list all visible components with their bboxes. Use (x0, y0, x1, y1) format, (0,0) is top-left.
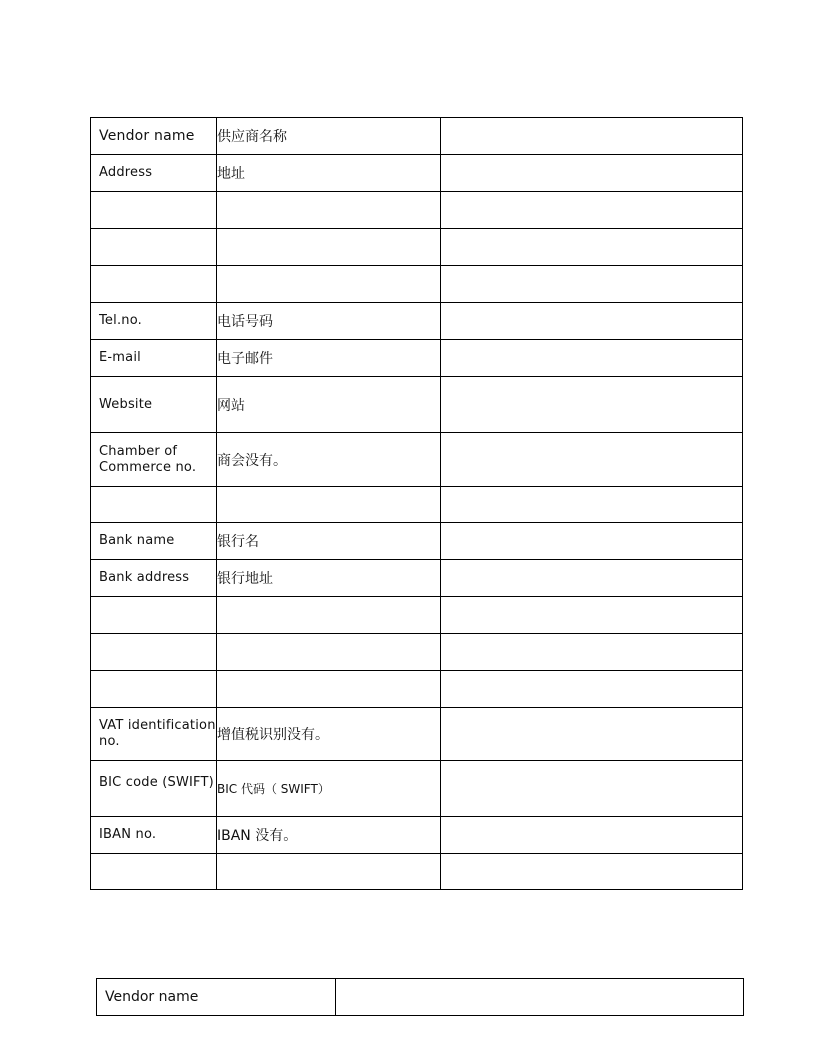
vat-identification-label-zh: 增值税识别没有。 (217, 708, 441, 761)
bank-address-label: Bank address (91, 560, 217, 597)
blank-label-zh (217, 597, 441, 634)
blank-label-zh (217, 671, 441, 708)
blank-label-zh (217, 229, 441, 266)
blank-field[interactable] (441, 487, 743, 523)
address-line-2-field[interactable] (441, 192, 743, 229)
email-label: E-mail (91, 340, 217, 377)
bic-code-field[interactable] (441, 761, 743, 817)
blank-label-zh (217, 634, 441, 671)
bank-name-label: Bank name (91, 523, 217, 560)
address-label: Address (91, 155, 217, 192)
vat-identification-label: VAT identification no. (91, 708, 217, 761)
table-row (91, 377, 743, 433)
table-row (91, 229, 743, 266)
table-row (91, 634, 743, 671)
chamber-of-commerce-label: Chamber of Commerce no. (91, 433, 217, 487)
blank-label (91, 634, 217, 671)
blank-label (91, 229, 217, 266)
blank-field[interactable] (441, 854, 743, 890)
footer-vendor-name-field[interactable] (336, 979, 744, 1016)
iban-label-zh: IBAN 没有。 (217, 817, 441, 854)
bank-address-line-3-field[interactable] (441, 634, 743, 671)
table-row (91, 433, 743, 487)
bank-name-field[interactable] (441, 523, 743, 560)
bank-name-label-zh: 银行名 (217, 523, 441, 560)
table-row (91, 671, 743, 708)
table-row (91, 597, 743, 634)
bank-address-label-zh: 银行地址 (217, 560, 441, 597)
blank-label-zh (217, 487, 441, 523)
table-row (91, 761, 743, 817)
website-field[interactable] (441, 377, 743, 433)
table-row (91, 708, 743, 761)
blank-label-zh (217, 854, 441, 890)
chamber-of-commerce-field[interactable] (441, 433, 743, 487)
table-row (91, 118, 743, 155)
table-row (91, 817, 743, 854)
blank-label (91, 671, 217, 708)
table-row (91, 487, 743, 523)
blank-label-zh (217, 192, 441, 229)
footer-vendor-name-label: Vendor name (97, 979, 336, 1016)
blank-label (91, 597, 217, 634)
footer-vendor-table (96, 978, 744, 1016)
bank-address-field[interactable] (441, 560, 743, 597)
website-label: Website (91, 377, 217, 433)
bic-code-label-zh: BIC 代码（ SWIFT） (217, 761, 441, 817)
blank-label (91, 487, 217, 523)
vendor-name-label: Vendor name (91, 118, 217, 155)
vendor-form-table (90, 117, 743, 890)
email-label-zh: 电子邮件 (217, 340, 441, 377)
vendor-name-label-zh: 供应商名称 (217, 118, 441, 155)
table-row (91, 340, 743, 377)
vat-identification-field[interactable] (441, 708, 743, 761)
table-row (91, 560, 743, 597)
table-row (97, 979, 744, 1016)
table-row (91, 192, 743, 229)
bank-address-line-2-field[interactable] (441, 597, 743, 634)
address-line-3-field[interactable] (441, 229, 743, 266)
vendor-name-field[interactable] (441, 118, 743, 155)
blank-label-zh (217, 266, 441, 303)
table-row (91, 854, 743, 890)
address-field[interactable] (441, 155, 743, 192)
bic-code-label: BIC code (SWIFT) (91, 761, 217, 817)
email-field[interactable] (441, 340, 743, 377)
table-row (91, 303, 743, 340)
table-row (91, 523, 743, 560)
blank-label (91, 192, 217, 229)
tel-field[interactable] (441, 303, 743, 340)
blank-label (91, 266, 217, 303)
table-row (91, 155, 743, 192)
tel-label: Tel.no. (91, 303, 217, 340)
tel-label-zh: 电话号码 (217, 303, 441, 340)
iban-field[interactable] (441, 817, 743, 854)
bank-address-line-4-field[interactable] (441, 671, 743, 708)
address-label-zh: 地址 (217, 155, 441, 192)
address-line-4-field[interactable] (441, 266, 743, 303)
table-row (91, 266, 743, 303)
blank-label (91, 854, 217, 890)
website-label-zh: 网站 (217, 377, 441, 433)
iban-label: IBAN no. (91, 817, 217, 854)
chamber-of-commerce-label-zh: 商会没有。 (217, 433, 441, 487)
